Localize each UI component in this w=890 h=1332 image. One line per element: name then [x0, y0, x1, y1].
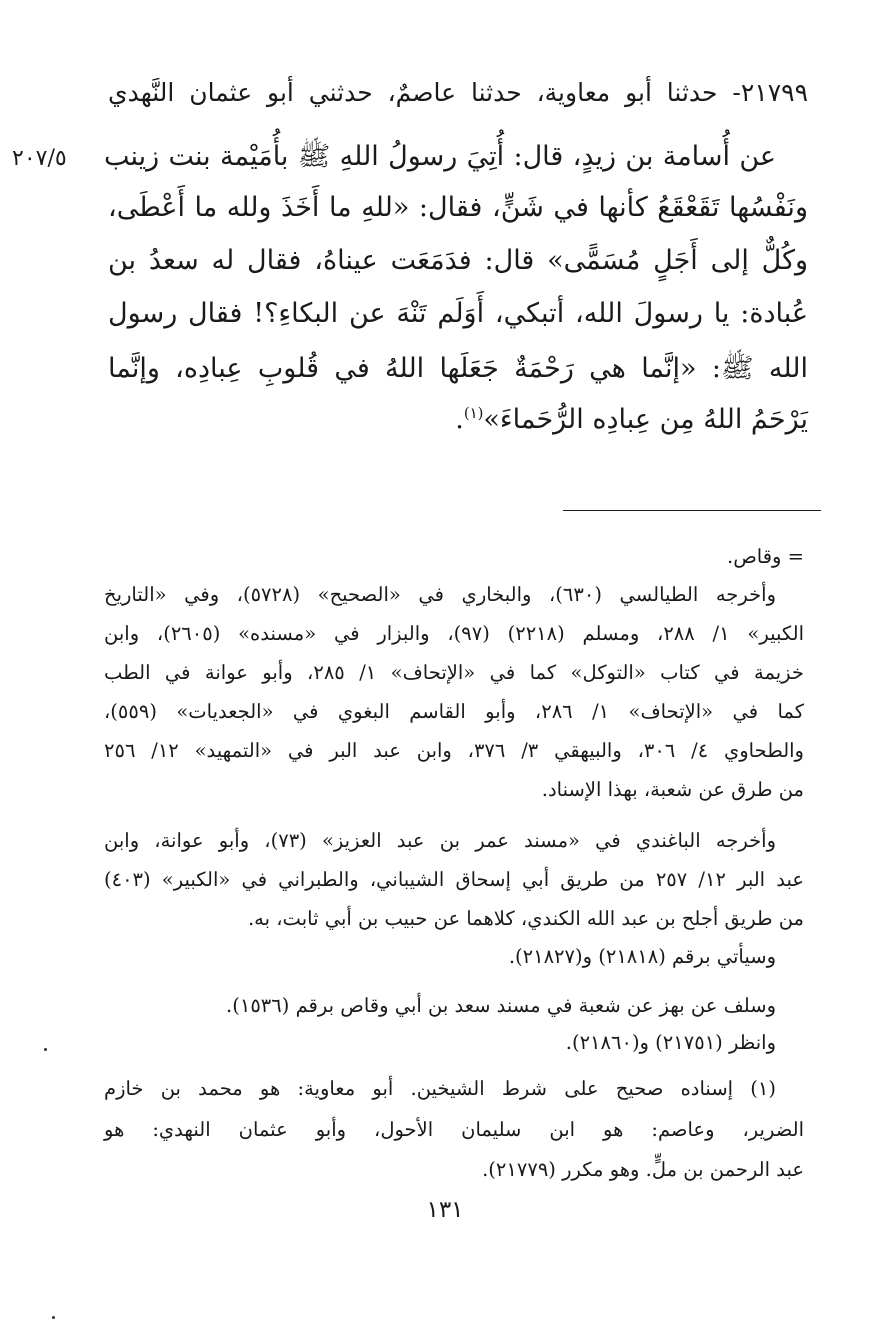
footnote-line-13: وانظر (٢١٧٥١) و(٢١٨٦٠).	[565, 1031, 776, 1054]
footnote-line-14: (١) إسناده صحيح على شرط الشيخين. أبو معاوية: هو محمد بن خازم	[104, 1077, 776, 1100]
footnote-line-15: الضرير، وعاصم: هو ابن سليمان الأحول، وأبو عثمان النهدي: هو	[104, 1118, 804, 1141]
footnote-line-11: وسيأتي برقم (٢١٨١٨) و(٢١٨٢٧).	[508, 945, 776, 968]
margin-reference: ٢٠٧/٥	[12, 146, 67, 171]
scan-speck	[52, 1316, 55, 1319]
footnote-line-6: والطحاوي ٤/ ٣٠٦، والبيهقي ٣/ ٣٧٦، وابن عبد البر في «التمهيد» ١٢/ ٢٥٦	[104, 739, 804, 762]
footnote-separator	[563, 510, 821, 511]
footnote-marker: (١)	[463, 404, 484, 422]
hadith-line-1: ٢١٧٩٩- حدثنا أبو معاوية، حدثنا عاصمٌ، حدثني أبو عثمان النَّهدي	[108, 78, 808, 107]
hadith-line-6: الله ﷺ: «إنَّما هي رَحْمَةٌ جَعَلَها اللهُ في قُلوبِ عِبادِه، وإنَّما	[108, 353, 808, 384]
hadith-line-2: عن أُسامة بن زيدٍ، قال: أُتِيَ رسولُ اللهِ ﷺ بأُمَيْمة بنت زينب	[104, 141, 776, 172]
hadith-line-4: وكُلٌّ إلى أَجَلٍ مُسَمًّى» قال: فدَمَعَت عيناهُ، فقال له سعدُ بن	[108, 245, 808, 276]
footnote-line-9: عبد البر ١٢/ ٢٥٧ من طريق أبي إسحاق الشيباني، والطبراني في «الكبير» (٤٠٣)	[104, 868, 804, 891]
footnote-line-16: عبد الرحمن بن ملٍّ. وهو مكرر (٢١٧٧٩).	[482, 1158, 804, 1181]
hadith-line-5: عُبادة: يا رسولَ الله، أتبكي، أَوَلَم تَنْهَ عن البكاءِ؟! فقال رسول	[108, 298, 808, 329]
footnote-line-1: = وقاص.	[727, 545, 804, 568]
footnote-line-4: خزيمة في كتاب «التوكل» كما في «الإتحاف» ١/ ٢٨٥، وأبو عوانة في الطب	[104, 661, 804, 684]
hadith-line-7	[108, 404, 808, 435]
hadith-last-text: يَرْحَمُ اللهُ مِن عِبادِه الرُّحَماءَ»	[483, 404, 808, 435]
footnote-line-2: وأخرجه الطيالسي (٦٣٠)، والبخاري في «الصحيح» (٥٧٢٨)، وفي «التاريخ	[104, 583, 776, 606]
page-number: ١٣١	[426, 1197, 464, 1223]
footnote-line-3: الكبير» ١/ ٢٨٨، ومسلم (٢٢١٨) (٩٧)، والبزار في «مسنده» (٢٦٠٥)، وابن	[104, 622, 804, 645]
footnote-line-10: من طريق أجلح بن عبد الله الكندي، كلاهما عن حبيب بن أبي ثابت، به.	[247, 907, 804, 930]
footnote-line-7: من طرق عن شعبة، بهذا الإسناد.	[541, 778, 804, 801]
footnote-line-5: كما في «الإتحاف» ١/ ٢٨٦، وأبو القاسم البغوي في «الجعديات» (٥٥٩)،	[104, 700, 804, 723]
hadith-line-3: ونَفْسُها تَقَعْقَعُ كأنها في شَنٍّ، فقال: «للهِ ما أَخَذَ ولله ما أَعْطَى،	[108, 192, 808, 223]
footnote-line-8: وأخرجه الباغندي في «مسند عمر بن عبد العزيز» (٧٣)، وأبو عوانة، وابن	[104, 829, 777, 852]
scan-speck	[44, 1048, 47, 1051]
hadith-end-mark: .	[455, 404, 464, 435]
footnote-line-12: وسلف عن بهز عن شعبة في مسند سعد بن أبي وقاص برقم (١٥٣٦).	[226, 994, 776, 1017]
